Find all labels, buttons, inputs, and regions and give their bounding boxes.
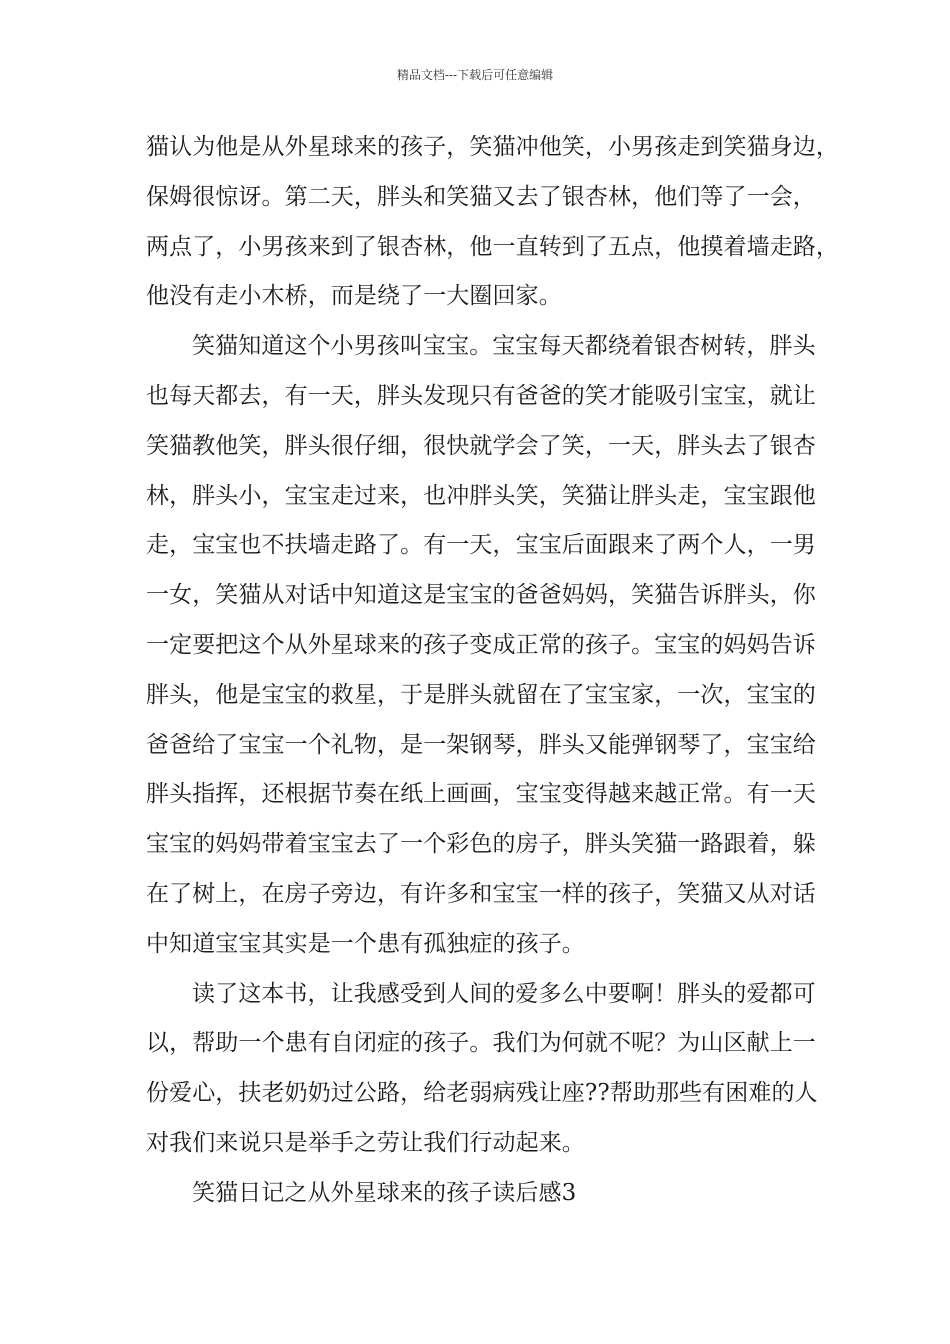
- text-line: 中知道宝宝其实是一个患有孤独症的孩子。: [146, 930, 585, 957]
- text-line: 胖头指挥，还根据节奏在纸上画画，宝宝变得越来越正常。有一天: [146, 781, 816, 808]
- text-line: 笑猫教他笑，胖头很仔细，很快就学会了笑，一天，胖头去了银杏: [146, 432, 816, 459]
- text-line: 在了树上，在房子旁边，有许多和宝宝一样的孩子，笑猫又从对话: [146, 880, 816, 907]
- section-title: 笑猫日记之从外星球来的孩子读后感3: [192, 1179, 577, 1206]
- text-line: 一女，笑猫从对话中知道这是宝宝的爸爸妈妈，笑猫告诉胖头，你: [146, 582, 816, 609]
- text-line: 也每天都去，有一天，胖头发现只有爸爸的笑才能吸引宝宝，就让: [146, 382, 816, 409]
- text-line: 他没有走小木桥，而是绕了一大圈回家。: [146, 283, 562, 310]
- text-line: 一定要把这个从外星球来的孩子变成正常的孩子。宝宝的妈妈告诉: [146, 631, 816, 658]
- text-line: 保姆很惊讶。第二天，胖头和笑猫又去了银杏林，他们等了一会，: [146, 183, 816, 210]
- page-header: 精品文档---下载后可任意编辑: [396, 68, 554, 82]
- paragraph-start-line: 笑猫知道这个小男孩叫宝宝。宝宝每天都绕着银杏树转，胖头: [192, 333, 816, 360]
- text-line: 猫认为他是从外星球来的孩子，笑猫冲他笑，小男孩走到笑猫身边，: [146, 134, 839, 160]
- paragraph-start-line: 读了这本书，让我感受到人间的爱多么中要啊！胖头的爱都可: [192, 980, 816, 1007]
- text-line: 胖头，他是宝宝的救星，于是胖头就留在了宝宝家，一次，宝宝的: [146, 681, 816, 708]
- text-line: 对我们来说只是举手之劳让我们行动起来。: [146, 1129, 585, 1156]
- document-body: [146, 129, 839, 1225]
- text-line: 以，帮助一个患有自闭症的孩子。我们为何就不呢？为山区献上一: [146, 1030, 816, 1057]
- text-line: 两点了，小男孩来到了银杏林，他一直转到了五点，他摸着墙走路，: [146, 233, 839, 260]
- text-line: 份爱心，扶老奶奶过公路，给老弱病残让座??帮助那些有困难的人: [146, 1080, 818, 1107]
- text-line: 爸爸给了宝宝一个礼物，是一架钢琴，胖头又能弹钢琴了，宝宝给: [146, 731, 816, 758]
- text-line: 走，宝宝也不扶墙走路了。有一天，宝宝后面跟来了两个人，一男: [146, 532, 816, 559]
- text-line: 林，胖头小，宝宝走过来，也冲胖头笑，笑猫让胖头走，宝宝跟他: [146, 482, 816, 509]
- text-line: 宝宝的妈妈带着宝宝去了一个彩色的房子，胖头笑猫一路跟着，躲: [146, 831, 816, 858]
